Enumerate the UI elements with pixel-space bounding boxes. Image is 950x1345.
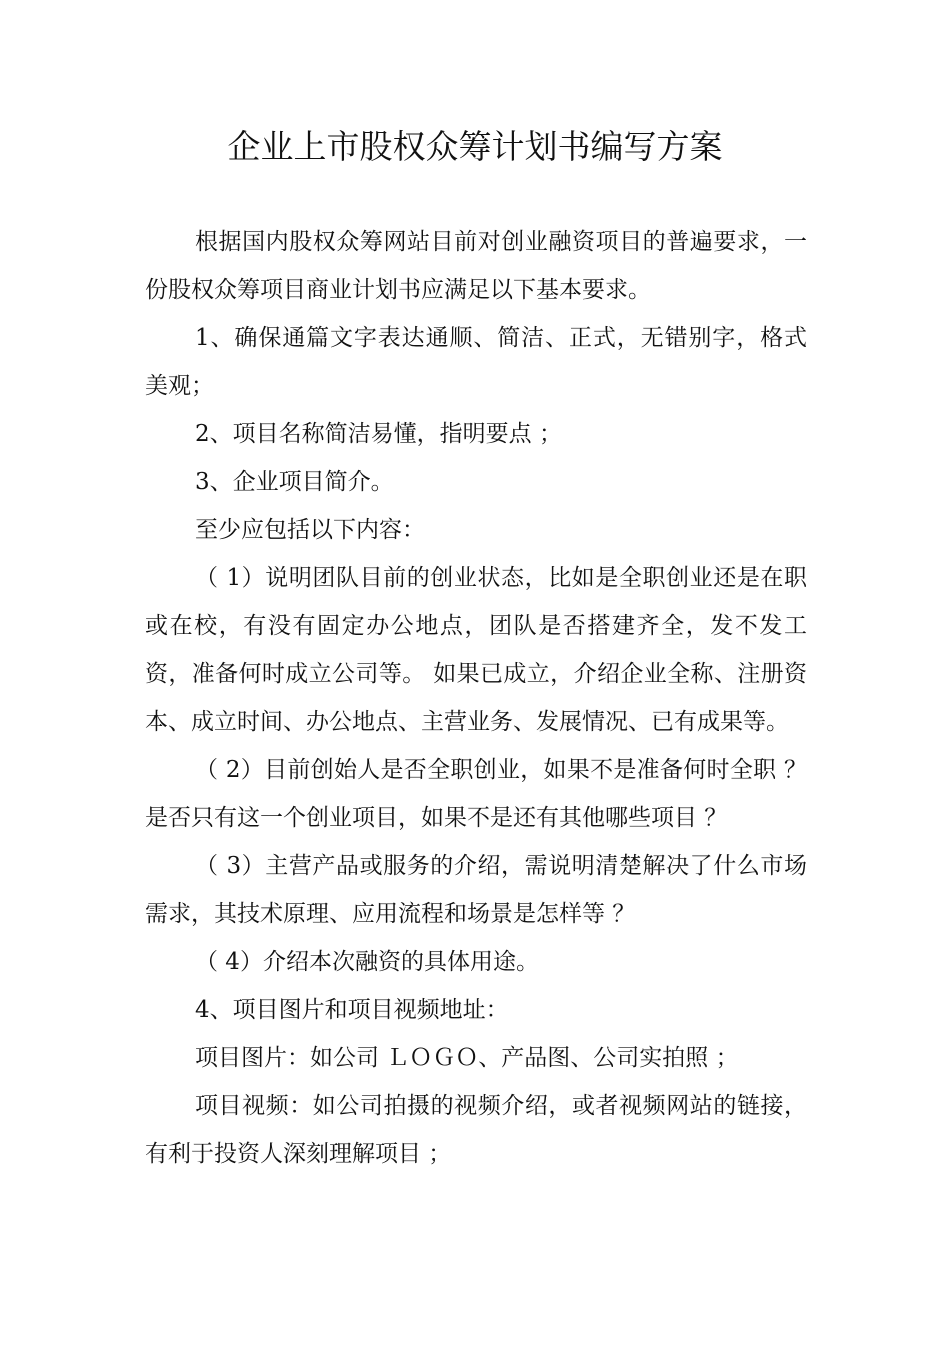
- paragraph-requirement-1: 1、确保通篇文字表达通顺、简洁、正式，无错别字，格式美观；: [145, 325, 807, 399]
- paragraph-item-4: （ 4）介绍本次融资的具体用途。: [195, 949, 539, 975]
- paragraph-requirement-4: 4、项目图片和项目视频地址：: [195, 997, 509, 1023]
- paragraph-item-2: （ 2）目前创始人是否全职创业，如果不是准备何时全职 ？是否只有这一个创业项目，如果不是还有其他哪些项目 ？: [145, 757, 807, 831]
- paragraph-content-lead: 至少应包括以下内容：: [195, 517, 425, 543]
- paragraph-intro: 根据国内股权众筹网站目前对创业融资项目的普遍要求，一份股权众筹项目商业计划书应满足以下基本要求。: [145, 229, 807, 303]
- paragraph-project-video: 项目视频：如公司拍摄的视频介绍，或者视频网站的链接，有利于投资人深刻理解项目 ；: [145, 1093, 807, 1167]
- paragraph-requirement-2: 2、项目名称简洁易懂，指明要点 ；: [195, 421, 562, 447]
- paragraph-project-images: 项目图片：如公司 ＬＯＧＯ、产品图、公司实拍照 ；: [195, 1045, 739, 1071]
- document-body: [145, 218, 807, 1178]
- paragraph-item-1: （ 1）说明团队目前的创业状态，比如是全职创业还是在职或在校，有没有固定办公地点，团队是否搭建齐全，发不发工资，准备何时成立公司等。 如果已成立，介绍企业全称、注册资本、成立时间、办公地点、主营业务、发展情况、已有成果等。: [145, 565, 807, 735]
- paragraph-requirement-3: 3、企业项目简介。: [195, 469, 394, 495]
- document-title: 企业上市股权众筹计划书编写方案: [227, 127, 723, 166]
- paragraph-item-3: （ 3）主营产品或服务的介绍，需说明清楚解决了什么市场需求，其技术原理、应用流程和场景是怎样等 ？: [145, 853, 807, 927]
